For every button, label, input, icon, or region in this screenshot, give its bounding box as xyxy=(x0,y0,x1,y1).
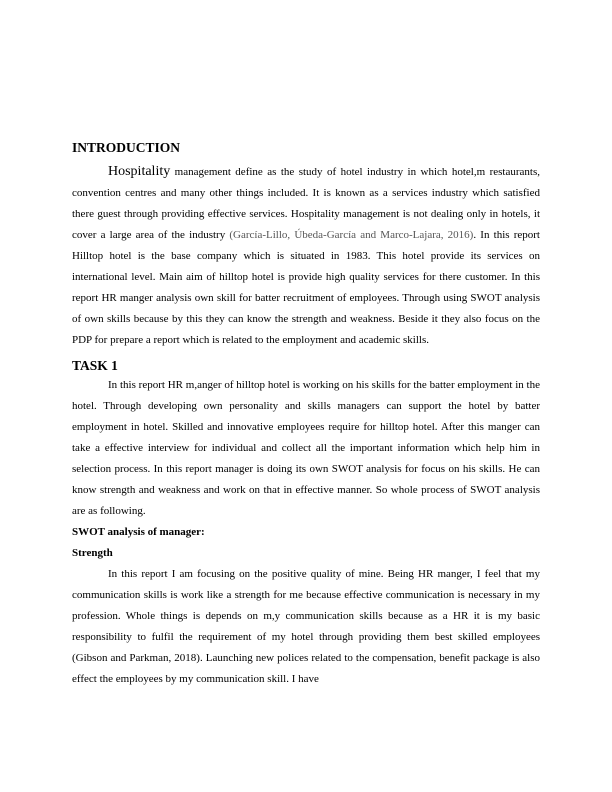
introduction-lead-word: Hospitality xyxy=(108,164,171,179)
task1-heading: TASK 1 xyxy=(72,358,118,373)
strength-heading: Strength xyxy=(72,547,113,559)
introduction-citation: (García-Lillo, Úbeda-García and Marco-Lajara, 2016) xyxy=(229,229,474,241)
introduction-text-part-2: . In this report Hilltop hotel is the base company which is situated in 1983. This hotel provide its services on international level. Main aim of hilltop hotel is provide high quality services for there customer. In this report HR manger analysis own skill for batter recruitment of employees. Through using SWOT analysis of own skills because by this they can know the strength and weakness. Beside it they also focus on the PDP for prepare a report which is related to the employment and academic skills. xyxy=(72,229,540,346)
document-page xyxy=(72,139,540,690)
strength-paragraph: In this report I am focusing on the positive quality of mine. Being HR manger, I feel that my communication skills is work like a strength for me because effective communication is necessary in my profession. Whole things is depends on m,y communication skills because as a HR it is my basic responsibility to fulfil the requirement of my hotel through providing them best skilled employees (Gibson and Parkman, 2018). Launching new polices related to the compensation, benefit package is also effect the employees by my communication skill. I have xyxy=(72,568,540,685)
introduction-heading: INTRODUCTION xyxy=(72,140,181,155)
swot-heading: SWOT analysis of manager: xyxy=(72,526,205,538)
task1-paragraph: In this report HR m,anger of hilltop hotel is working on his skills for the batter employment in the hotel. Through developing own personality and skills managers can support the hotel by batter employment in hotel. Skilled and innovative employees require for hilltop hotel. After this manger can take a effective interview for individual and collect all the important information which help him in selection process. In this report manager is doing its own SWOT analysis for focus on his skills. He can know strength and weakness and work on that in effective manner. So whole process of SWOT analysis are as following. xyxy=(72,379,540,517)
introduction-text-part-1: management define as the study of hotel industry in which hotel,m restaurants, convention centres and many other things included. It is known as a services industry which satisfied there guest through providing effective services. Hospitality management is not dealing only in hotels, it cover a large area of the industry xyxy=(72,166,540,241)
introduction-paragraph xyxy=(72,161,540,351)
